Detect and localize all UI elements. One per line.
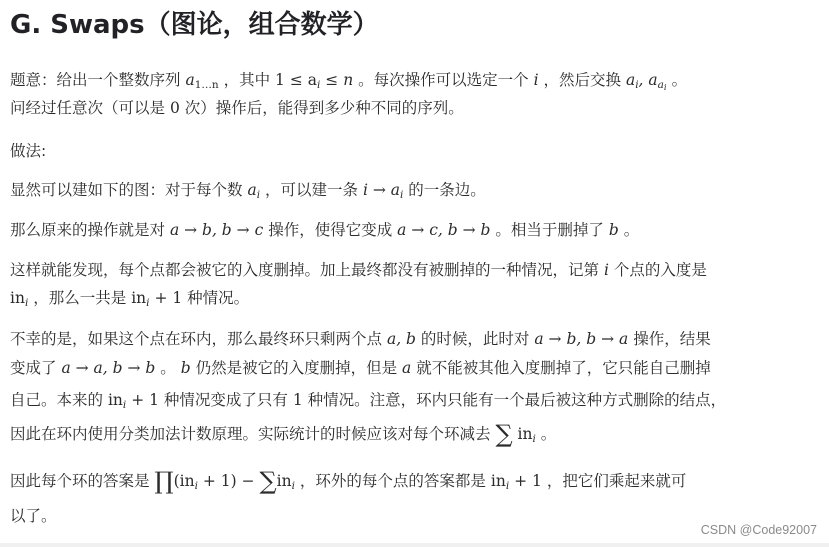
math: a → b, b → c: [169, 221, 264, 239]
text: ，把它们乘起来就可: [546, 472, 687, 490]
cycle-paragraph-line-2: [10, 355, 821, 381]
math: in: [276, 472, 292, 490]
math: + 1) −: [197, 472, 255, 490]
math-sub: i: [532, 433, 536, 445]
math: in: [10, 289, 25, 307]
cycle-paragraph-line-3: [10, 387, 821, 418]
product-symbol: ∏: [154, 467, 174, 495]
math-sub: i: [146, 297, 150, 309]
text: 种情况。注意，环内只能有一个最后被这种方式删除的结点，: [307, 391, 727, 409]
text: 。相当于删掉了: [495, 221, 604, 239]
text: 次）操作后，能得到多少种不同的序列。: [184, 99, 464, 117]
math: a: [185, 71, 195, 89]
math: in: [490, 472, 506, 490]
math: a, b: [386, 330, 416, 348]
math: i: [603, 261, 609, 279]
math: a: [247, 181, 257, 199]
math: a → a, b → b: [61, 359, 156, 377]
math-sub: i: [256, 189, 261, 201]
text: 操作，结果: [633, 330, 711, 348]
indegree-paragraph-line-1: [10, 257, 821, 283]
math: i: [533, 71, 539, 89]
text: 这样就能发现，每个点都会被它的入度删掉。加上最终都没有被删掉的一种情况，记第: [10, 261, 600, 279]
math: + 1: [509, 472, 542, 490]
text: 。: [671, 71, 688, 89]
text: 操作，使得它变成: [268, 221, 393, 239]
math: + 1: [149, 289, 183, 307]
math: 1 ≤ a: [275, 71, 317, 89]
math-sub: i: [663, 83, 667, 93]
text: ，环外的每个点的答案都是: [299, 472, 486, 490]
text: 因此在环内使用分类加法计数原理。实际统计的时候应该对每个环减去: [10, 425, 491, 443]
text: 题意：给出一个整数序列: [10, 71, 181, 89]
math: b: [180, 359, 191, 377]
math: in: [107, 391, 123, 409]
problem-statement-line-2: [10, 95, 821, 121]
math: i → a: [362, 181, 400, 199]
math: a: [402, 359, 412, 377]
bottom-divider: [0, 543, 829, 547]
math: b: [608, 221, 619, 239]
sum-symbol: ∑: [495, 420, 513, 448]
indegree-paragraph-line-2: [10, 285, 821, 316]
math: + 1: [126, 391, 159, 409]
math: a: [625, 71, 636, 89]
math: ≤ n: [320, 71, 354, 89]
text: 。: [623, 221, 640, 239]
sum-symbol: ∑: [259, 467, 277, 495]
math: (in: [173, 472, 195, 490]
text: 的时候，此时对: [420, 330, 530, 348]
math-sub: i: [291, 480, 295, 492]
solution-heading: 做法:: [10, 142, 47, 160]
text: 自己。本来的: [10, 391, 104, 409]
operation-paragraph: [10, 217, 821, 243]
math: in: [131, 289, 147, 307]
text: 种情况。: [187, 289, 250, 307]
text: ，其中: [223, 71, 271, 89]
math-sub: i: [317, 79, 321, 91]
math-sub: i: [400, 189, 404, 201]
math: , a: [638, 71, 658, 89]
cycle-paragraph-line-4: [10, 421, 821, 452]
math: 0: [169, 99, 180, 117]
math-sub: i: [635, 79, 639, 91]
cycle-paragraph-line-1: [10, 326, 821, 352]
math: a → b, b → a: [534, 330, 629, 348]
math-sub: i: [505, 480, 510, 492]
text: 问经过任意次（可以是: [10, 99, 166, 117]
math-sub: a: [657, 79, 664, 91]
math-sub: i: [24, 297, 29, 309]
math-sub: i: [194, 480, 198, 492]
math: in: [517, 425, 533, 443]
text: 。: [160, 359, 176, 377]
text: 不幸的是，如果这个点在环内，那么最终环只剩两个点: [10, 330, 383, 348]
text: ，然后交换: [543, 71, 621, 89]
text: 那么原来的操作就是对: [10, 221, 166, 239]
text: ，那么一共是: [33, 289, 127, 307]
text: 显然可以建如下的图：对于每个数: [10, 181, 243, 199]
graph-construction-paragraph: [10, 177, 821, 208]
text: 的一条边。: [408, 181, 486, 199]
answer-paragraph-line-2: 以了。: [10, 507, 57, 525]
text: 变成了: [10, 359, 57, 377]
csdn-watermark: CSDN @Code92007: [700, 523, 817, 537]
text: 就不能被其他入度删掉了，它只能自己删掉: [416, 359, 711, 377]
math-sub: 1…n: [194, 79, 219, 91]
page-title: G. Swaps（图论，组合数学）: [10, 10, 379, 40]
math-sub: i: [122, 399, 127, 411]
text: 。: [540, 425, 557, 443]
text: 种情况变成了只有: [163, 391, 288, 409]
answer-paragraph-line-1: [10, 468, 821, 499]
text: 仍然是被它的入度删掉，但是: [195, 359, 398, 377]
text: ，可以建一条: [265, 181, 359, 199]
text: 因此每个环的答案是: [10, 472, 150, 490]
math: a → c, b → b: [397, 221, 491, 239]
math: 1: [292, 391, 303, 409]
text: 。每次操作可以选定一个: [358, 71, 529, 89]
text: 个点的入度是: [613, 261, 707, 279]
